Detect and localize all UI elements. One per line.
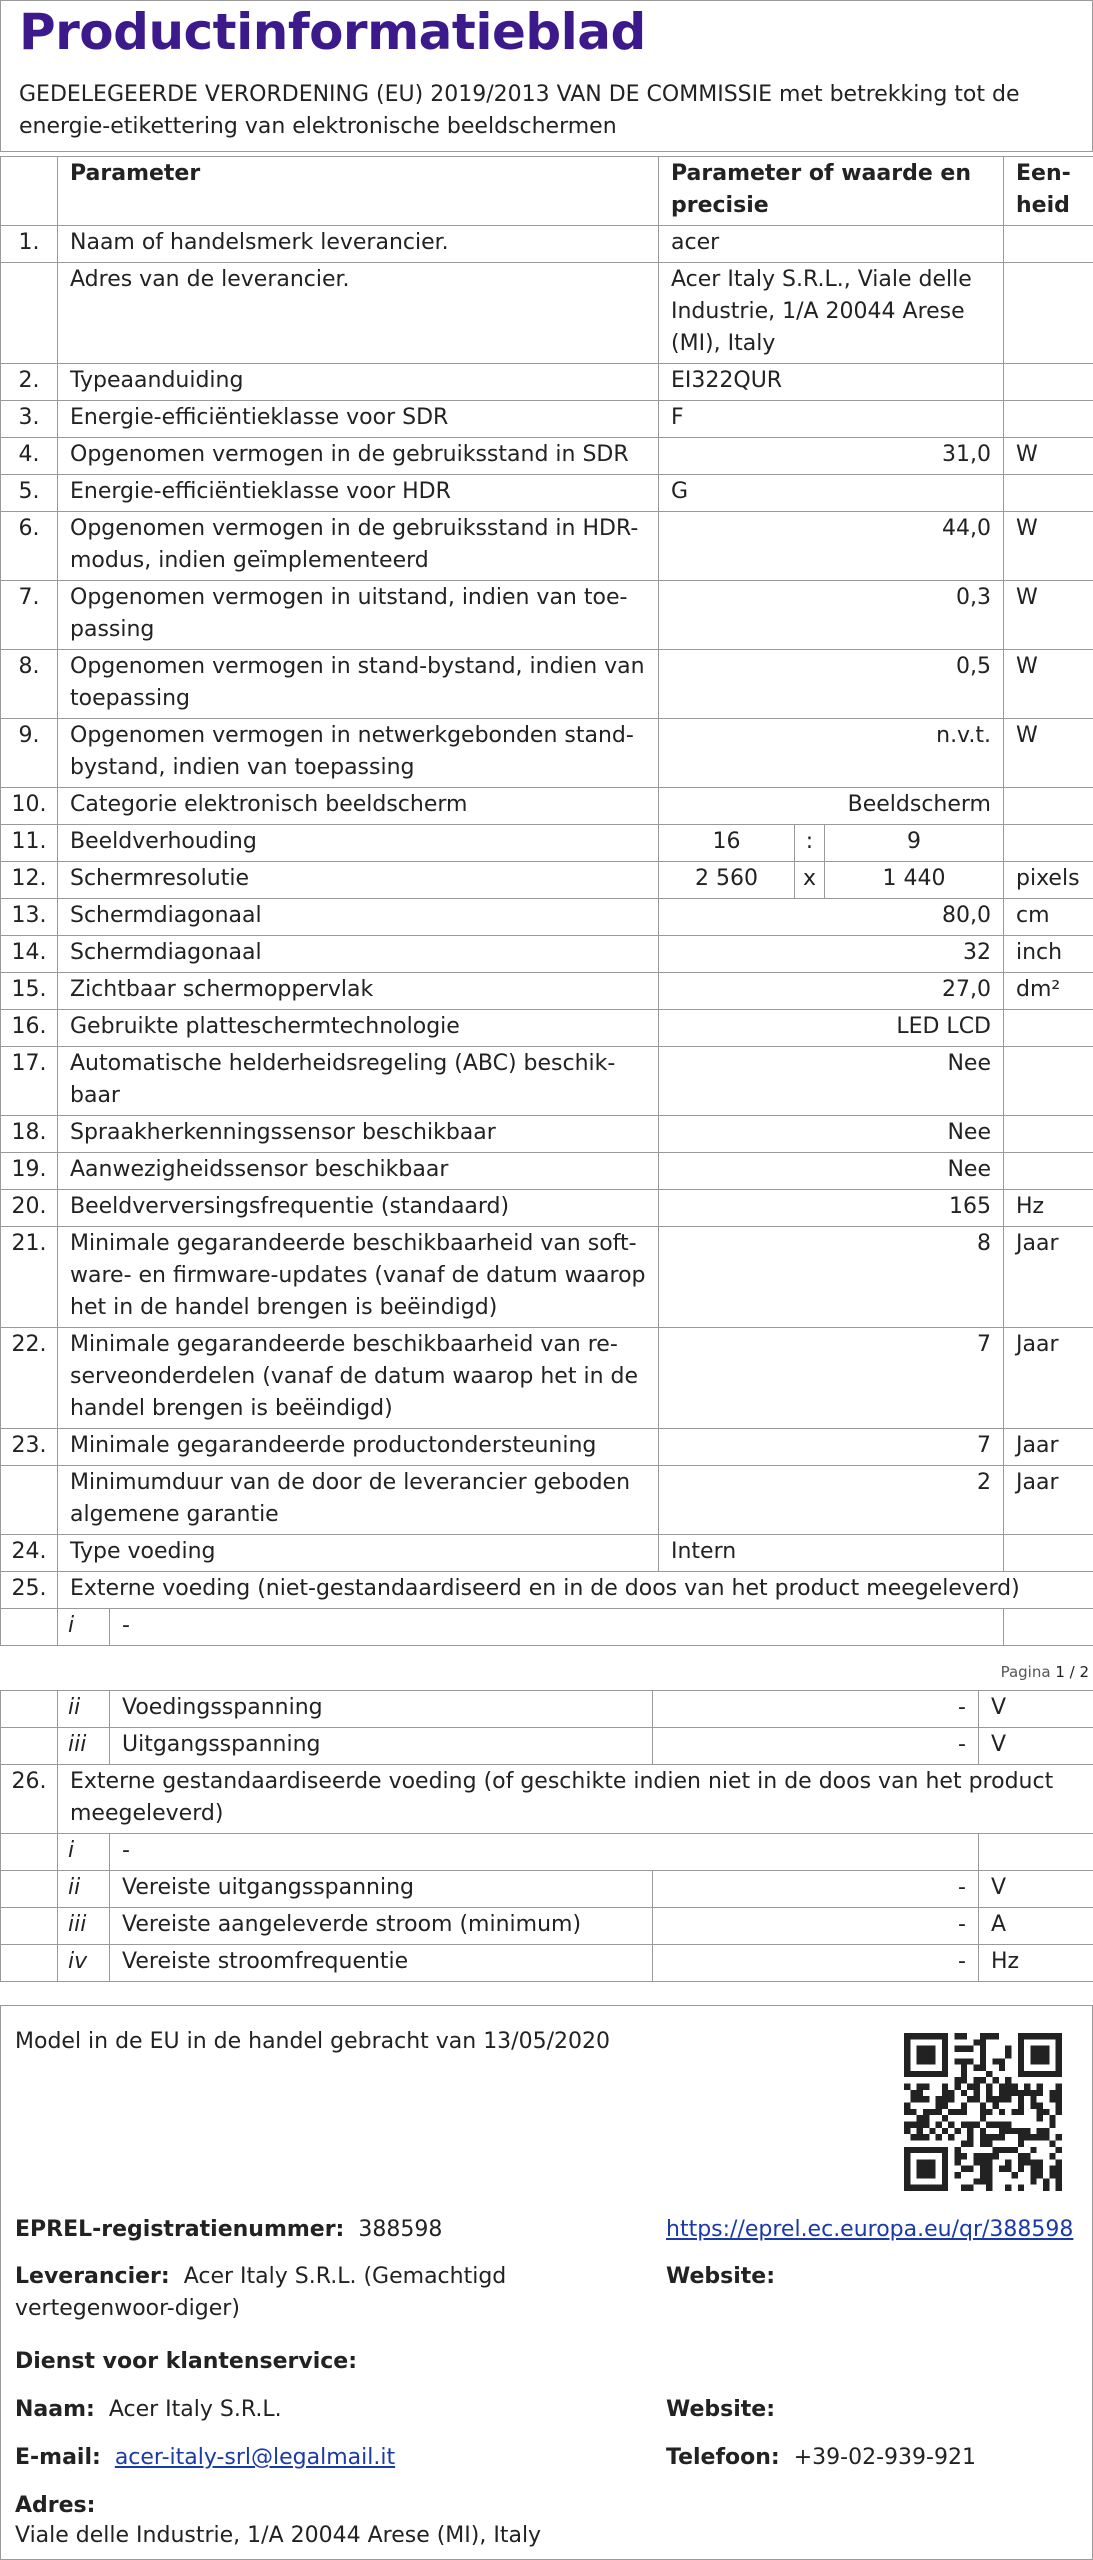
subrow-unit: V	[979, 1871, 1093, 1908]
subrow-parameter: Uitgangsspanning	[110, 1728, 653, 1765]
email-line	[15, 2442, 395, 2474]
row-parameter: Zichtbaar schermoppervlak	[58, 973, 659, 1010]
table-row	[1, 1153, 1093, 1190]
row-number: 25.	[1, 1572, 58, 1609]
row-number	[1, 263, 58, 364]
table-subrow	[1, 1691, 1093, 1728]
supplier-info-panel	[0, 2005, 1093, 2560]
table-row	[1, 973, 1093, 1010]
page-number-value: 1 / 2	[1055, 1663, 1089, 1681]
row-number: 22.	[1, 1328, 58, 1429]
row-number: 9.	[1, 719, 58, 788]
table-row	[1, 401, 1093, 438]
row-unit: Jaar	[1004, 1227, 1093, 1328]
row-parameter: Minimale gegarandeerde productondersteuning	[58, 1429, 659, 1466]
subrow-index: ii	[58, 1871, 110, 1908]
row-value: Intern	[659, 1535, 1004, 1572]
subrow-index: iv	[58, 1945, 110, 1982]
row-unit	[1004, 226, 1093, 263]
table-row	[1, 825, 1093, 862]
row-parameter: Aanwezigheidssensor beschikbaar	[58, 1153, 659, 1190]
row-unit: Jaar	[1004, 1328, 1093, 1429]
row-value: 7	[659, 1328, 1004, 1429]
table-row	[1, 1227, 1093, 1328]
header-unit: Een-heid	[1004, 157, 1093, 226]
row-number: 8.	[1, 650, 58, 719]
table-subrow	[1, 1945, 1093, 1982]
subrow-unit: V	[979, 1728, 1093, 1765]
parameter-table	[0, 156, 1093, 1646]
email-label: E-mail:	[15, 2445, 101, 2470]
row-value: 44,0	[659, 512, 1004, 581]
row-unit: W	[1004, 512, 1093, 581]
table-row	[1, 364, 1093, 401]
supplier-line	[15, 2261, 655, 2325]
website-label-service: Website:	[666, 2397, 776, 2422]
row-number: 14.	[1, 936, 58, 973]
row-unit: pixels	[1004, 862, 1093, 899]
row-unit	[1004, 1047, 1093, 1116]
row-unit	[1004, 401, 1093, 438]
table-row	[1, 438, 1093, 475]
row-parameter: Schermresolutie	[58, 862, 659, 899]
subrow-parameter: -	[110, 1609, 1004, 1646]
row-parameter: Type voeding	[58, 1535, 659, 1572]
table-row	[1, 1429, 1093, 1466]
supplier-value: Acer Italy S.R.L. (Gemachtigd vertegenwoor-diger)	[15, 2264, 507, 2321]
row-parameter: Externe gestandaardiseerde voeding (of geschikte indien niet in de doos van het product meegeleverd)	[58, 1765, 1093, 1834]
row-unit	[1004, 1010, 1093, 1047]
row-parameter: Opgenomen vermogen in de gebruiksstand in HDR-modus, indien geïmplementeerd	[58, 512, 659, 581]
row-number	[1, 1466, 58, 1535]
subrow-parameter: Vereiste aangeleverde stroom (minimum)	[110, 1908, 653, 1945]
row-number: 2.	[1, 364, 58, 401]
subrow-parameter: Vereiste stroomfrequentie	[110, 1945, 653, 1982]
row-number-empty	[1, 1609, 58, 1646]
subrow-parameter: -	[110, 1834, 979, 1871]
subrow-value: -	[653, 1945, 979, 1982]
row-number: 16.	[1, 1010, 58, 1047]
table-subrow	[1, 1609, 1093, 1646]
row-number: 20.	[1, 1190, 58, 1227]
row-parameter: Opgenomen vermogen in stand-bystand, indien van toepassing	[58, 650, 659, 719]
row-unit	[1004, 1116, 1093, 1153]
table-subrow	[1, 1834, 1093, 1871]
subrow-unit: Hz	[979, 1945, 1093, 1982]
table-row	[1, 936, 1093, 973]
row-parameter: Gebruikte platteschermtechnologie	[58, 1010, 659, 1047]
row-number-empty	[1, 1691, 58, 1728]
row-value: acer	[659, 226, 1004, 263]
table-row	[1, 862, 1093, 899]
table-row	[1, 719, 1093, 788]
row-value-2: 1 440	[825, 862, 1004, 899]
header-parameter: Parameter	[58, 157, 659, 226]
row-value-separator: x	[795, 862, 825, 899]
row-value: 32	[659, 936, 1004, 973]
row-unit: W	[1004, 438, 1093, 475]
table-row	[1, 1010, 1093, 1047]
row-value-1: 2 560	[659, 862, 795, 899]
table-row	[1, 1047, 1093, 1116]
row-value: 31,0	[659, 438, 1004, 475]
row-unit	[1004, 825, 1093, 862]
eprel-link[interactable]: https://eprel.ec.europa.eu/qr/388598	[666, 2217, 1074, 2242]
row-value-2: 9	[825, 825, 1004, 862]
table-row	[1, 581, 1093, 650]
row-number: 13.	[1, 899, 58, 936]
row-unit	[1004, 475, 1093, 512]
page-title: Productinformatieblad	[19, 3, 646, 61]
row-value: Beeldscherm	[659, 788, 1004, 825]
row-value: 7	[659, 1429, 1004, 1466]
row-unit: cm	[1004, 899, 1093, 936]
subrow-value: -	[653, 1908, 979, 1945]
row-number-empty	[1, 1945, 58, 1982]
row-number: 7.	[1, 581, 58, 650]
row-parameter: Beeldverversingsfrequentie (standaard)	[58, 1190, 659, 1227]
subrow-parameter: Vereiste uitgangsspanning	[110, 1871, 653, 1908]
row-value: LED LCD	[659, 1010, 1004, 1047]
name-line	[15, 2394, 282, 2426]
row-unit: W	[1004, 581, 1093, 650]
subrow-value: -	[653, 1728, 979, 1765]
row-number: 12.	[1, 862, 58, 899]
row-parameter: Beeldverhouding	[58, 825, 659, 862]
subrow-index: i	[58, 1834, 110, 1871]
page-number	[1001, 1663, 1089, 1681]
website-label: Website:	[666, 2264, 776, 2289]
row-unit: Jaar	[1004, 1466, 1093, 1535]
table-header-row	[1, 157, 1093, 226]
subrow-unit: A	[979, 1908, 1093, 1945]
row-parameter: Energie-efficiëntieklasse voor HDR	[58, 475, 659, 512]
row-value-1: 16	[659, 825, 795, 862]
phone-line	[666, 2442, 976, 2474]
subrow-index: ii	[58, 1691, 110, 1728]
row-parameter: Minimale gegarandeerde beschikbaarheid van soft-ware- en firmware-updates (vanaf de datum waarop het in de handel brengen is beëindigd)	[58, 1227, 659, 1328]
row-parameter: Typeaanduiding	[58, 364, 659, 401]
row-value: F	[659, 401, 1004, 438]
row-number: 19.	[1, 1153, 58, 1190]
table-row	[1, 1765, 1093, 1834]
row-value: 165	[659, 1190, 1004, 1227]
table-row	[1, 226, 1093, 263]
row-parameter: Opgenomen vermogen in uitstand, indien van toe-passing	[58, 581, 659, 650]
row-number: 21.	[1, 1227, 58, 1328]
eprel-number: 388598	[358, 2217, 443, 2242]
row-number: 24.	[1, 1535, 58, 1572]
row-value: 0,3	[659, 581, 1004, 650]
phone-label: Telefoon:	[666, 2445, 780, 2470]
row-number: 5.	[1, 475, 58, 512]
row-unit: W	[1004, 650, 1093, 719]
table-row	[1, 475, 1093, 512]
row-value: 2	[659, 1466, 1004, 1535]
table-subrow	[1, 1871, 1093, 1908]
name-label: Naam:	[15, 2397, 95, 2422]
row-number: 3.	[1, 401, 58, 438]
address-value: Viale delle Industrie, 1/A 20044 Arese (MI), Italy	[15, 2523, 542, 2548]
table-row	[1, 1535, 1093, 1572]
table-row	[1, 1116, 1093, 1153]
row-value: 8	[659, 1227, 1004, 1328]
subrow-index: i	[58, 1609, 110, 1646]
subrow-unit: V	[979, 1691, 1093, 1728]
row-number: 1.	[1, 226, 58, 263]
row-value: 0,5	[659, 650, 1004, 719]
row-number: 6.	[1, 512, 58, 581]
row-number-empty	[1, 1908, 58, 1945]
row-value: Nee	[659, 1116, 1004, 1153]
email-link[interactable]: acer-italy-srl@legalmail.it	[114, 2445, 396, 2470]
row-value: n.v.t.	[659, 719, 1004, 788]
row-unit	[1004, 263, 1093, 364]
table-row	[1, 1190, 1093, 1227]
subrow-value: -	[653, 1691, 979, 1728]
row-parameter: Categorie elektronisch beeldscherm	[58, 788, 659, 825]
table-row	[1, 1466, 1093, 1535]
table-row	[1, 263, 1093, 364]
row-value: EI322QUR	[659, 364, 1004, 401]
row-value: Nee	[659, 1047, 1004, 1116]
row-parameter: Minimumduur van de door de leverancier geboden algemene garantie	[58, 1466, 659, 1535]
row-unit	[1004, 788, 1093, 825]
row-unit	[1004, 1153, 1093, 1190]
row-value: G	[659, 475, 1004, 512]
regulation-subtitle: GEDELEGEERDE VERORDENING (EU) 2019/2013 VAN DE COMMISSIE met betrekking tot de energie-etikettering van elektronische beeldschermen	[19, 82, 1020, 139]
row-number: 23.	[1, 1429, 58, 1466]
subrow-value: -	[653, 1871, 979, 1908]
table-row	[1, 788, 1093, 825]
row-value: 27,0	[659, 973, 1004, 1010]
row-parameter: Opgenomen vermogen in de gebruiksstand in SDR	[58, 438, 659, 475]
customer-service-label: Dienst voor klantenservice:	[15, 2349, 358, 2374]
row-unit	[1004, 364, 1093, 401]
row-number: 4.	[1, 438, 58, 475]
row-number: 11.	[1, 825, 58, 862]
address-label: Adres:	[15, 2493, 96, 2518]
table-subrow	[1, 1908, 1093, 1945]
table-row	[1, 512, 1093, 581]
table-subrow	[1, 1728, 1093, 1765]
eprel-label: EPREL-registratienummer:	[15, 2217, 345, 2242]
row-number: 26.	[1, 1765, 58, 1834]
parameter-table-continued	[0, 1690, 1093, 1982]
header-nr-cell	[1, 157, 58, 226]
row-unit: Jaar	[1004, 1429, 1093, 1466]
row-parameter: Externe voeding (niet-gestandaardiseerd en in de doos van het product meegeleverd)	[58, 1572, 1093, 1609]
subrow-index: iii	[58, 1908, 110, 1945]
table-row	[1, 650, 1093, 719]
row-number-empty	[1, 1834, 58, 1871]
row-number: 10.	[1, 788, 58, 825]
table-row	[1, 1572, 1093, 1609]
row-parameter: Schermdiagonaal	[58, 936, 659, 973]
row-unit	[1004, 1535, 1093, 1572]
row-number-empty	[1, 1728, 58, 1765]
name-value: Acer Italy S.R.L.	[108, 2397, 282, 2422]
subrow-parameter: Voedingsspanning	[110, 1691, 653, 1728]
row-number: 17.	[1, 1047, 58, 1116]
row-number-empty	[1, 1871, 58, 1908]
table-row	[1, 1328, 1093, 1429]
row-value: Acer Italy S.R.L., Viale delle Industrie, 1/A 20044 Arese (MI), Italy	[659, 263, 1004, 364]
phone-value: +39-02-939-921	[793, 2445, 976, 2470]
row-unit: inch	[1004, 936, 1093, 973]
row-parameter: Minimale gegarandeerde beschikbaarheid van re-serveonderdelen (vanaf de datum waarop het in de handel brengen is beëindigd)	[58, 1328, 659, 1429]
row-parameter: Automatische helderheidsregeling (ABC) beschik-baar	[58, 1047, 659, 1116]
row-parameter: Spraakherkenningssensor beschikbaar	[58, 1116, 659, 1153]
row-unit: W	[1004, 719, 1093, 788]
table-row	[1, 899, 1093, 936]
row-value-separator: :	[795, 825, 825, 862]
model-market-date: Model in de EU in de handel gebracht van 13/05/2020	[15, 2029, 610, 2054]
header-value: Parameter of waarde en precisie	[659, 157, 1004, 226]
subrow-unit	[979, 1834, 1093, 1871]
row-parameter: Schermdiagonaal	[58, 899, 659, 936]
row-parameter: Adres van de leverancier.	[58, 263, 659, 364]
row-parameter: Energie-efficiëntieklasse voor SDR	[58, 401, 659, 438]
sheet-header	[0, 0, 1093, 152]
subrow-index: iii	[58, 1728, 110, 1765]
row-unit: dm²	[1004, 973, 1093, 1010]
row-parameter: Opgenomen vermogen in netwerkgebonden stand-bystand, indien van toepassing	[58, 719, 659, 788]
row-value: Nee	[659, 1153, 1004, 1190]
row-unit	[1004, 1609, 1093, 1646]
row-value: 80,0	[659, 899, 1004, 936]
page-number-prefix: Pagina	[1000, 1663, 1051, 1681]
row-parameter: Naam of handelsmerk leverancier.	[58, 226, 659, 263]
row-number: 18.	[1, 1116, 58, 1153]
supplier-label: Leverancier:	[15, 2264, 170, 2289]
row-number: 15.	[1, 973, 58, 1010]
eprel-line	[15, 2214, 442, 2246]
row-unit: Hz	[1004, 1190, 1093, 1227]
qr-code	[904, 2033, 1062, 2191]
